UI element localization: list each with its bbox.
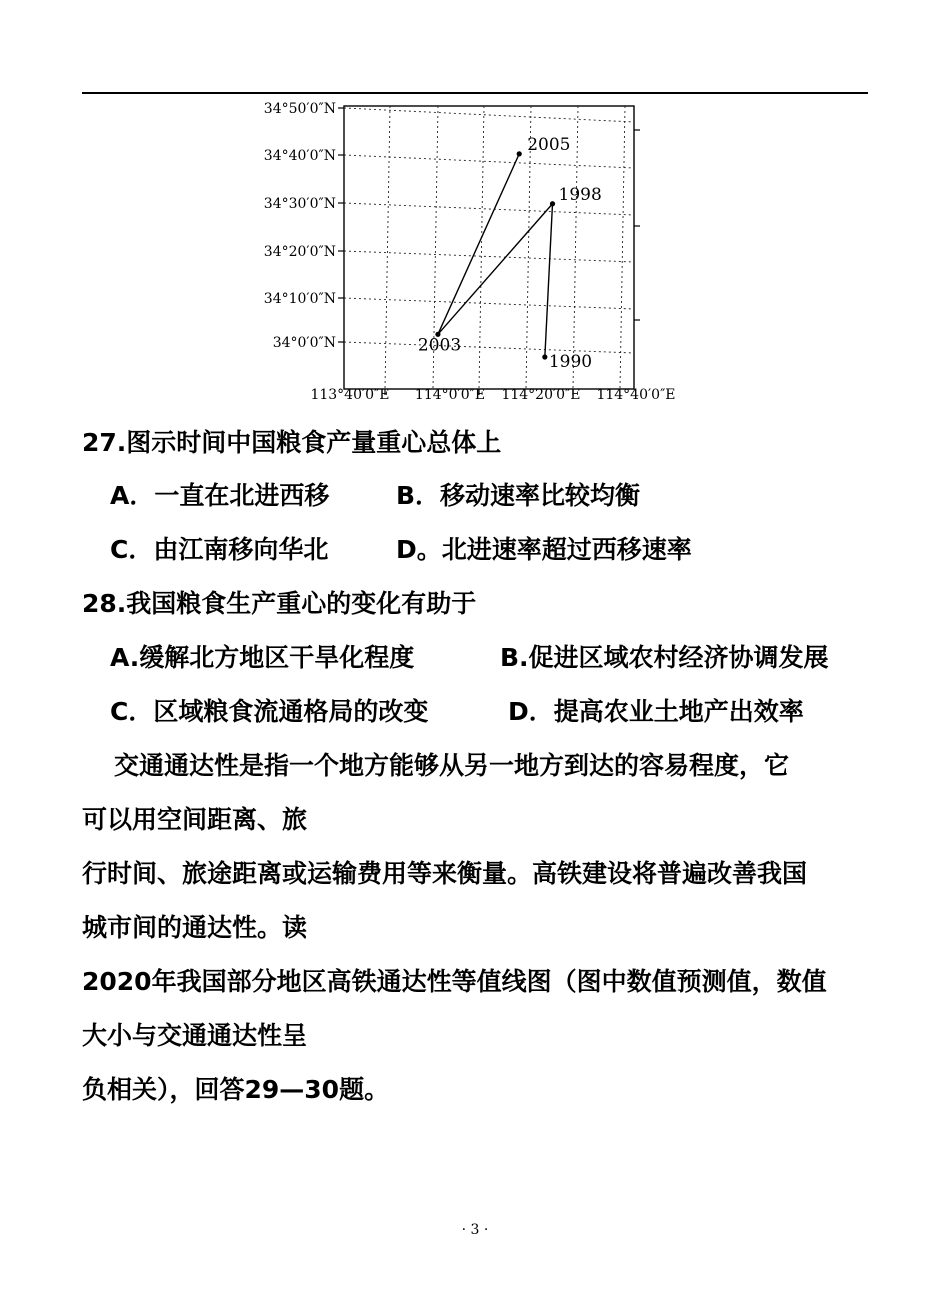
year-label: 1990 — [548, 351, 593, 372]
q27-option-b: B．移动速率比较均衡 — [396, 481, 641, 510]
passage-line: 大小与交通通达性呈 — [82, 1021, 308, 1050]
page-number: · 3 · — [461, 1222, 489, 1238]
passage-line: 交通通达性是指一个地方能够从另一地方到达的容易程度，它 — [114, 751, 790, 780]
point-2005 — [517, 151, 522, 156]
passage-line: 城市间的通达性。读 — [82, 913, 308, 942]
lon-label: 114°40′0″E — [596, 387, 676, 403]
q27-option-a: A．一直在北进西移 — [110, 481, 330, 510]
passage-line: 2020年我国部分地区高铁通达性等值线图（图中数值预测值，数值 — [82, 967, 827, 996]
passage-line: 行时间、旅途距离或运输费用等来衡量。高铁建设将普遍改善我国 — [82, 859, 808, 888]
top-rule — [82, 92, 868, 94]
trajectory-segment — [438, 154, 519, 334]
point-1998 — [550, 201, 555, 206]
q27-option-d: D。北进速率超过西移速率 — [396, 535, 692, 564]
lon-label: 114°20′0″E — [501, 387, 581, 403]
point-1990 — [542, 354, 547, 359]
q27-option-c: C．由江南移向华北 — [110, 535, 329, 564]
q28-option-d: D．提高农业土地产出效率 — [508, 697, 804, 726]
trajectory-segment — [438, 204, 553, 335]
lat-label: 34°40′0″N — [263, 148, 336, 164]
q28-option-b: B.促进区域农村经济协调发展 — [500, 643, 829, 672]
q28-option-c: C．区域粮食流通格局的改变 — [110, 697, 429, 726]
lat-label: 34°10′0″N — [263, 291, 336, 307]
lat-label: 34°50′0″N — [263, 101, 336, 117]
year-label: 2003 — [417, 335, 462, 356]
year-label: 1998 — [558, 184, 602, 205]
lon-label: 113°40′0″E — [310, 387, 390, 403]
passage-line: 负相关），回答29—30题。 — [82, 1075, 390, 1104]
lat-label: 34°30′0″N — [263, 196, 336, 212]
gravity-center-svg — [240, 96, 690, 406]
question-27-stem: 27.图示时间中国粮食产量重心总体上 — [82, 428, 502, 457]
graticule — [344, 106, 634, 389]
passage-line: 可以用空间距离、旅 — [82, 805, 308, 834]
lat-label: 34°20′0″N — [263, 244, 336, 260]
lon-label: 114°0′0″E — [414, 387, 486, 403]
q28-option-a: A.缓解北方地区干旱化程度 — [110, 643, 415, 672]
question-28-stem: 28.我国粮食生产重心的变化有助于 — [82, 589, 477, 618]
gravity-center-map — [240, 96, 690, 406]
trajectory-segment — [545, 204, 553, 357]
year-label: 2005 — [527, 134, 571, 155]
lat-label: 34°0′0″N — [272, 335, 336, 351]
